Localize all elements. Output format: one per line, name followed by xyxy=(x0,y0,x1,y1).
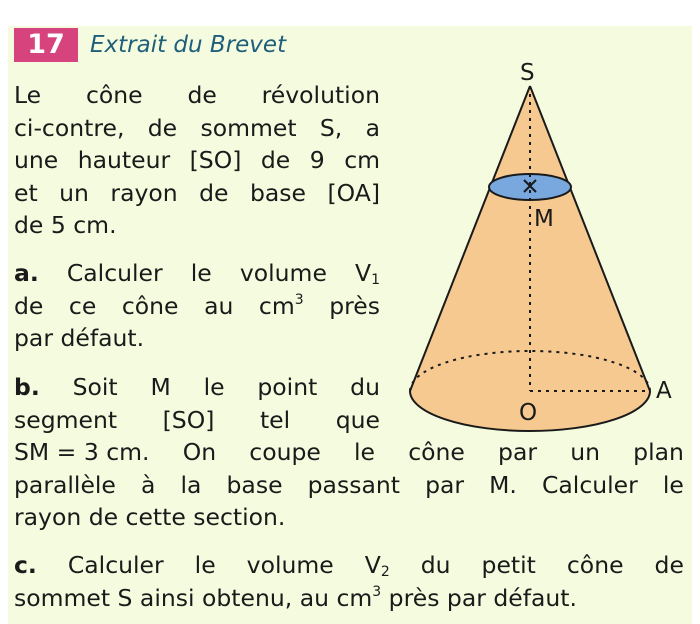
word: Le xyxy=(14,81,42,109)
word: Calculer xyxy=(66,259,163,287)
word: tel xyxy=(259,405,291,434)
word: a xyxy=(365,113,380,142)
question-c-marker: c. xyxy=(14,551,37,579)
word: Calculer xyxy=(541,470,638,499)
word: de xyxy=(147,113,178,142)
word: [SO] xyxy=(189,146,242,174)
word: petit xyxy=(481,551,536,579)
word: volume xyxy=(239,259,327,287)
word: le xyxy=(194,551,216,579)
word: volume xyxy=(246,551,334,579)
word: cm xyxy=(344,146,380,174)
word: Calculer xyxy=(67,551,164,579)
word: [SO] xyxy=(162,405,215,434)
word: de xyxy=(654,551,684,579)
label-rim: A xyxy=(656,378,672,404)
volume-symbol: V xyxy=(354,259,372,287)
question-a-line-3: par défaut. xyxy=(14,324,145,352)
label-apex: S xyxy=(520,60,535,86)
word: de xyxy=(260,146,291,174)
volume-index: 2 xyxy=(380,564,390,580)
cone-body xyxy=(410,86,650,431)
volume-symbol: V xyxy=(364,551,381,579)
exercise-heading: Extrait du Brevet xyxy=(90,32,287,58)
intro-line-5: de 5 cm. xyxy=(14,211,117,239)
label-center: O xyxy=(519,400,538,426)
text: près par défaut. xyxy=(381,583,577,612)
word: le xyxy=(190,259,212,287)
word: ci-contre, xyxy=(14,113,125,142)
unit: cm xyxy=(258,291,295,320)
word: de xyxy=(187,81,217,109)
word: passant xyxy=(307,470,400,499)
word: un xyxy=(570,438,600,466)
word: au xyxy=(204,291,234,320)
word: sommet xyxy=(200,113,297,142)
question-b-line-5: rayon de cette section. xyxy=(14,503,286,531)
word: que xyxy=(335,405,380,434)
exponent: 3 xyxy=(294,291,304,308)
word: de xyxy=(199,178,229,207)
word: cône xyxy=(566,551,624,579)
word: parallèle xyxy=(14,470,116,499)
word: segment xyxy=(14,405,118,434)
word: SM = 3 cm. xyxy=(14,438,150,466)
word: cône xyxy=(85,81,143,109)
exercise-number-badge: 17 xyxy=(14,28,78,62)
word: point xyxy=(257,373,318,401)
word: Soit xyxy=(72,373,118,401)
word: cône xyxy=(121,291,179,320)
word: base xyxy=(226,470,283,499)
word: par xyxy=(425,470,465,499)
word: à xyxy=(140,470,156,499)
word: le xyxy=(203,373,225,401)
word: le xyxy=(354,438,376,466)
word: hauteur xyxy=(77,146,171,174)
word: le xyxy=(662,470,684,499)
word: de xyxy=(14,291,44,320)
volume-index: 1 xyxy=(371,272,380,288)
word: coupe xyxy=(249,438,321,466)
word: cône xyxy=(408,438,465,466)
word: du xyxy=(350,373,380,401)
word: une xyxy=(14,146,59,174)
word: du xyxy=(420,551,451,579)
word: par xyxy=(498,438,538,466)
question-a-marker: a. xyxy=(14,259,39,287)
word: révolution xyxy=(261,81,380,109)
word: S, xyxy=(319,113,343,142)
label-section: M xyxy=(534,206,554,232)
word: et xyxy=(14,178,38,207)
word: rayon xyxy=(110,178,178,207)
text: sommet S ainsi obtenu, au cm xyxy=(14,583,373,612)
word: 9 xyxy=(309,146,325,174)
word: près xyxy=(329,291,380,320)
word: un xyxy=(59,178,89,207)
word: M xyxy=(150,373,171,401)
word: ce xyxy=(68,291,97,320)
word: M. xyxy=(489,470,517,499)
word: base xyxy=(249,178,307,207)
word: plan xyxy=(633,438,684,466)
exponent: 3 xyxy=(372,583,382,600)
question-b-marker: b. xyxy=(14,373,40,401)
word: la xyxy=(180,470,202,499)
word: On xyxy=(182,438,217,466)
word: [OA] xyxy=(327,178,380,207)
